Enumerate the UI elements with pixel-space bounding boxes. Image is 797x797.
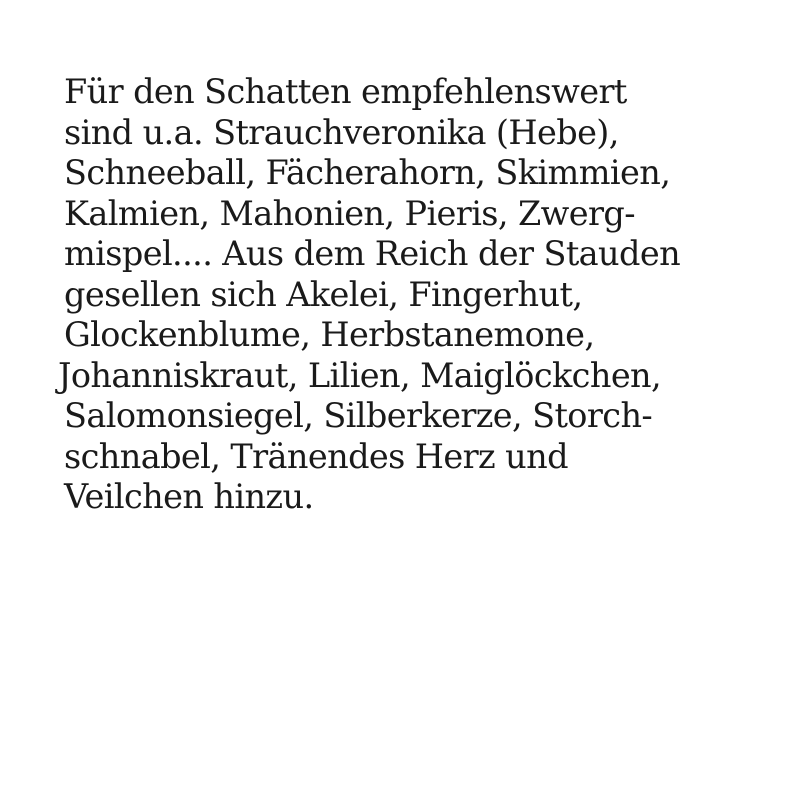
paragraph-line: Glockenblume, Herbstanemone, bbox=[64, 315, 595, 354]
paragraph-line: sind u.a. Strauchveronika (Hebe), bbox=[64, 112, 619, 152]
body-paragraph bbox=[58, 72, 764, 518]
paragraph-line: Veilchen hinzu. bbox=[64, 477, 314, 516]
paragraph-line: Schneeball, Fächerahorn, Skimmien, bbox=[64, 153, 671, 192]
paragraph-line: Für den Schatten empfehlenswert bbox=[64, 72, 627, 111]
paragraph-line: gesellen sich Akelei, Fingerhut, bbox=[64, 274, 583, 314]
paragraph-line: Johanniskraut, Lilien, Maiglöckchen, bbox=[58, 355, 662, 395]
paragraph-line: Kalmien, Mahonien, Pieris, Zwerg- bbox=[64, 193, 635, 233]
paragraph-line: schnabel, Tränendes Herz und bbox=[64, 436, 568, 476]
paragraph-line: mispel.... Aus dem Reich der Stauden bbox=[64, 234, 681, 273]
paragraph-line: Salomonsiegel, Silberkerze, Storch- bbox=[64, 396, 653, 435]
